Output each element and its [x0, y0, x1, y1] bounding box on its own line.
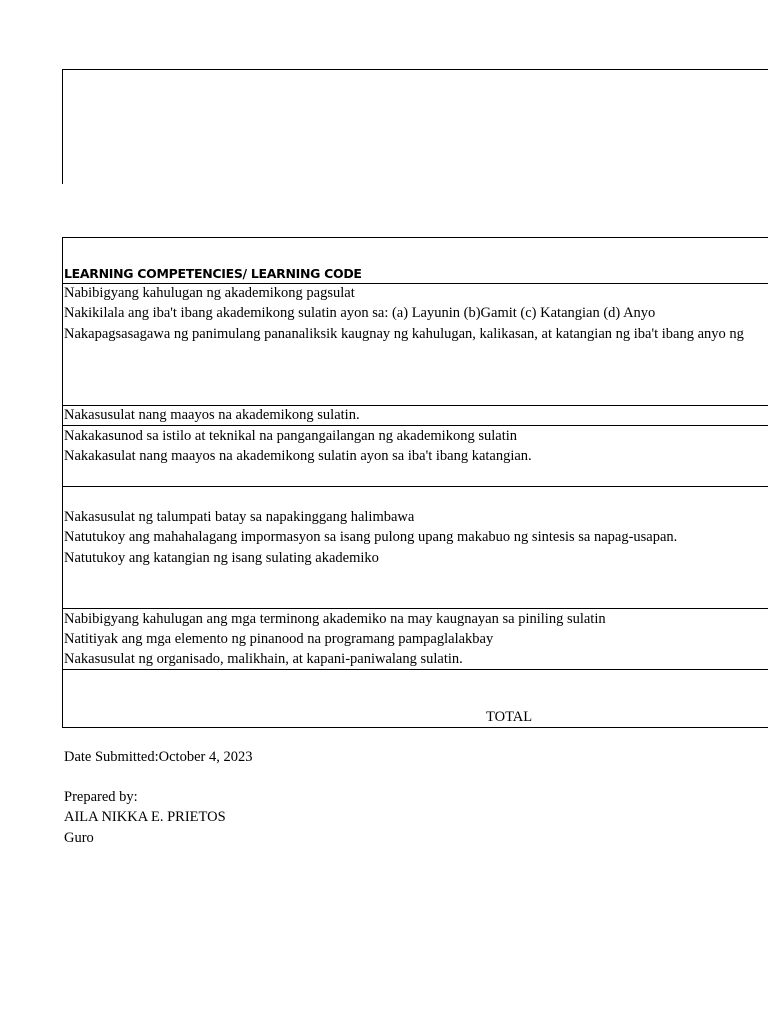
competency-line: Natutukoy ang mahahalagang impormasyon sa isang pulong upang makabuo ng sintesis sa napag-usapan.	[64, 529, 678, 545]
table-left-border	[62, 237, 63, 727]
competency-line: Natitiyak ang mga elemento ng pinanood na programang pampaglalakbay	[64, 631, 494, 647]
date-submitted: Date Submitted:October 4, 2023	[64, 749, 253, 765]
competency-line: Nakikilala ang iba't ibang akademikong sulatin ayon sa: (a) Layunin (b)Gamit (c) Katangian (d) Anyo	[64, 305, 656, 321]
top-box-left-border	[62, 69, 63, 184]
preparer-name: AILA NIKKA E. PRIETOS	[64, 809, 226, 825]
competency-line: Natutukoy ang katangian ng isang sulating akademiko	[64, 550, 379, 566]
competency-line: Nabibigyang kahulugan ng akademikong pagsulat	[64, 285, 355, 301]
table-bottom-border	[62, 727, 768, 728]
row-divider	[62, 405, 768, 406]
competency-line: Nakasusulat ng talumpati batay sa napakinggang halimbawa	[64, 509, 415, 525]
table-top-border	[62, 237, 768, 238]
competency-line: Nabibigyang kahulugan ang mga terminong akademiko na may kaugnayan sa piniling sulatin	[64, 611, 606, 627]
preparer-title: Guro	[64, 830, 94, 846]
competency-line: Nakapagsasagawa ng panimulang pananaliksik kaugnay ng kahulugan, kalikasan, at katangian ng iba't ibang anyo ng	[64, 326, 744, 342]
competency-line: Nakakasunod sa istilo at teknikal na pangangailangan ng akademikong sulatin	[64, 428, 518, 444]
competency-line: Nakasusulat nang maayos na akademikong sulatin.	[64, 407, 360, 423]
competency-line: Nakasusulat ng organisado, malikhain, at kapani-paniwalang sulatin.	[64, 651, 463, 667]
prepared-by-label: Prepared by:	[64, 789, 138, 805]
row-divider	[62, 608, 768, 609]
row-divider	[62, 425, 768, 426]
row-divider	[62, 669, 768, 670]
row-divider	[62, 283, 768, 284]
total-label: TOTAL	[486, 709, 533, 725]
top-box-top-border	[62, 69, 768, 70]
table-header: LEARNING COMPETENCIES/ LEARNING CODE	[64, 266, 362, 281]
row-divider	[62, 486, 768, 487]
competency-line: Nakakasulat nang maayos na akademikong sulatin ayon sa iba't ibang katangian.	[64, 448, 532, 464]
